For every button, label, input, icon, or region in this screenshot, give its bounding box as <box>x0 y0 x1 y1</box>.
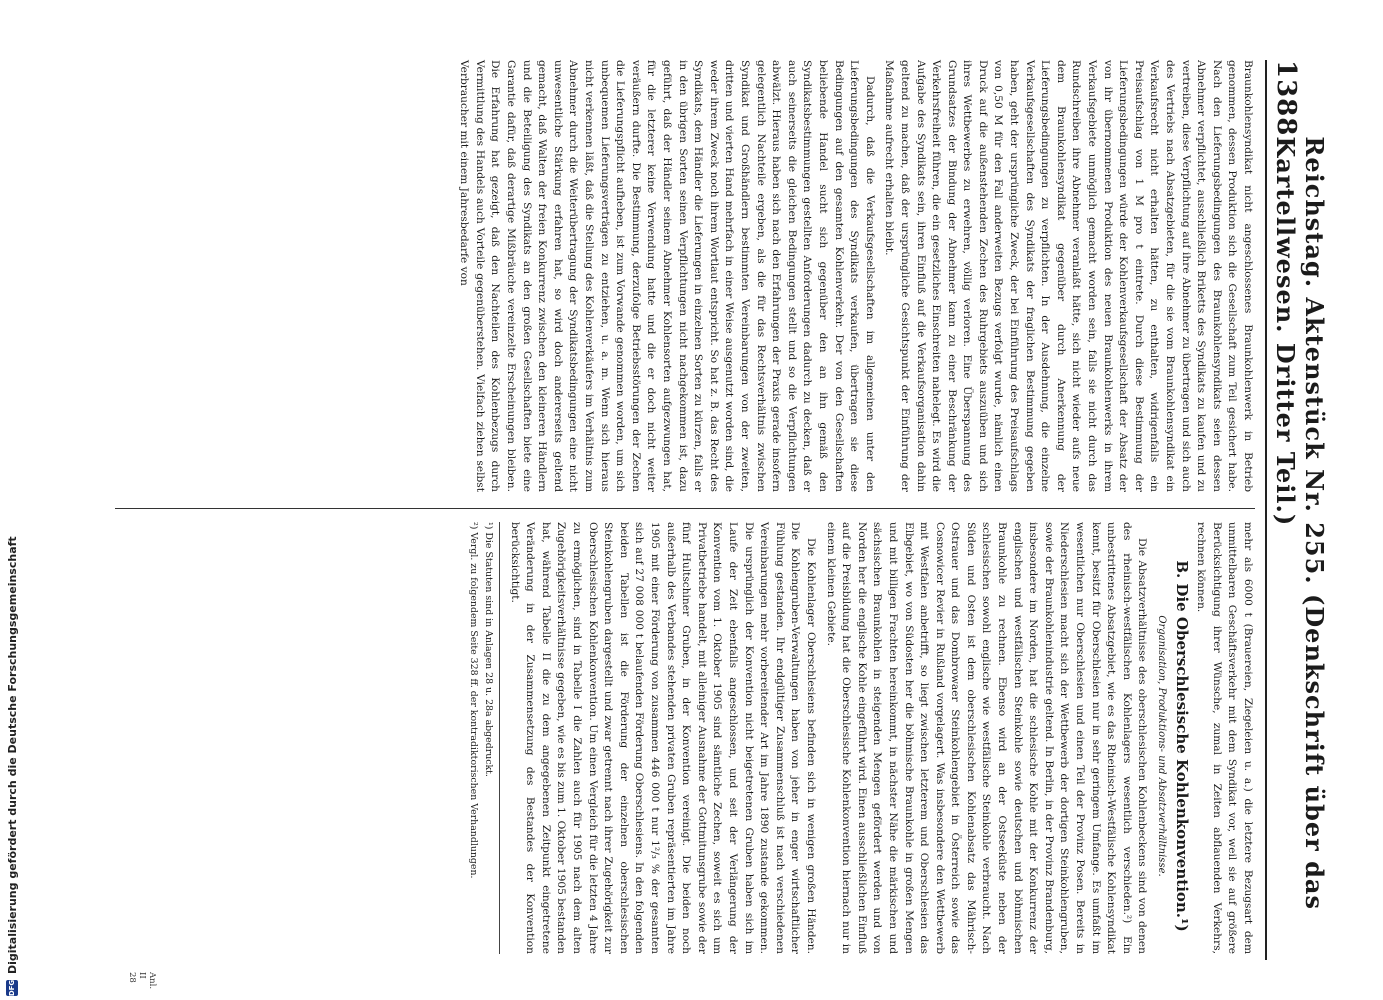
credit-text-row <box>0 0 24 1000</box>
footnote: ²) Vergl. zu folgendem Seite 328 ff. der kontradiktorischen Verhandlungen. <box>468 522 480 879</box>
paragraph: Die Absatzverhältnisse des oberschlesischen Kohlenbeckens sind von denen des rheinisch-westfälischen Kohlenlagers wesentlich verschieden.²) Ein unbestrittenes Absatzgebiet, wie es das Rheinisch-Westfälische Kohlensyndikat kennt, besitzt für Oberschlesien nur in sehr geringem Umfange. Es umfaßt im wesentlichen nur Oberschlesien und einen Teil der Provinz Posen. Bereits in Niederschlesien macht sich der Wettbewerb der dortigen Steinkohlengruben, sowie der Braunkohlenindustrie geltend. In Berlin, in der Provinz Brandenburg, insbesondere im Norden, hat die schlesische Kohle mit der Konkurrenz der englischen und westfälischen Steinkohle sowie deutschen und böhmischen Braunkohle zu rechnen. Ebenso wird an der Ostseeküste neben der schlesischen sowohl englische wie westfälische Steinkohle verbraucht. Nach Süden und Osten ist dem oberschlesischen Kohlenabsatz das Mährisch-Ostrauer und das Dombrowaer Steinkohlengebiet in Österreich sowie das Cosnowicer Revier in Rußland vorgelagert. Was insbesondere den Wettbewerb mit Westfalen anbetrifft, so liegt zwischen letzterem und Oberschlesien das Elbgebiet, wo von Südosten her die böhmische Braunkohle in großen Mengen und mit billigen Frachten hereinkommt, in nächster Nähe die märkischen und sächsischen Braunkohlen in steigenden Mengen gefördert werden und von Norden her die englische Kohle eingeführt wird. Einen ausschließlichen Einfluß auf die Preisbildung hat die Oberschlesische Kohlenkonvention hiernach nur in einem kleinen Gebiete. <box>824 522 1149 954</box>
footnotes <box>467 522 500 954</box>
section-heading: B. Die Oberschlesische Kohlenkonvention.¹) <box>1172 560 1191 932</box>
page-header <box>1265 60 1329 960</box>
paragraph: mehr als 6000 t (Brauereien, Ziegeleien u. a.) die letztere Bezugsart dem unmittelbaren Geschäftsverkehr mit dem Syndikat vor, weil sie auf größere Berücksichtigung ihrer Wünsche, zumal in Zeiten abflauenden Verkehrs, rechnen können. <box>1195 522 1254 954</box>
page-number: 1388 <box>1271 60 1301 137</box>
right-column <box>465 522 1255 954</box>
footnote: ¹) Die Statuten sind in Anlagen 28 u. 28a abgedruckt. <box>483 522 495 777</box>
document-scan <box>99 60 1329 990</box>
paragraph: Braunkohlensyndikat nicht angeschlossenes Braunkohlenwerk in Betrieb genommen, dessen Produktion sich die Gesellschaft zum Teil gesichert habe. Nach den Lieferungsbedingungen des Braunkohlensyndikats seien dessen Abnehmer verpflichtet, ausschließlich Briketts des Syndikats zu kaufen und zu vertreiben, diese Verpflichtung auf ihre Abnehmer zu übertragen und sich auch des Vertriebs nach Absatzgebieten, für die sie vom Braunkohlensyndikat ein Verkaufsrecht nicht erhalten hätten, zu enthalten, widrigenfalls ein Preisaufschlag von 1 M pro t eintrete. Durch diese Bestimmung der Lieferungsbedingungen würde der Kohlenverkaufsgesellschaft der Absatz der von ihr übernommenen Produktion des neuen Braunkohlenwerks in ihrem Verkaufsgebiete unmöglich gemacht worden sein, falls sie nicht durch das Rundschreiben ihre Abnehmer veranlaßt hätte, sich nicht wieder aufs neue dem Braunkohlensyndikat gegenüber durch Anerkennung der Lieferungsbedingungen zu verpflichten. In der Ausdehnung, die einzelne Verkaufsgesellschaften des Syndikats der fraglichen Bestimmung gegeben haben, geht der ursprüngliche Zweck, der bei Einführung des Preisaufschlags von 0,50 M für den Fall anderweiten Bezugs verfolgt wurde, nämlich einen Druck auf die außenstehenden Zechen des Ruhrgebiets auszuüben und sich ihres Wettbewerbes zu erwehren, völlig verloren. Eine Überspannung des Grundsatzes der Bindung der Abnehmer kann zu einer Beschränkung der Verkehrsfreiheit führen, die ein gesetzliches Einschreiten nahelegt. Es wird die Aufgabe des Syndikats sein, ihren Einfluß auf die Verkaufsorganisation dahin geltend zu machen, daß der ursprüngliche Gesichtspunkt der Einführung der Maßnahme aufrecht erhalten bleibt. <box>883 60 1254 492</box>
paragraph: Die Kohlenlager Oberschlesiens befinden sich in wenigen großen Händen. Die Kohlengruben-Verwaltungen haben von jeher in enger wirtschaftlicher Fühlung gestanden. Ihr endgültiger Zusammenschluß ist nach verschiedenen Vereinbarungen mehr vorbereitender Art im Jahre 1890 zustande gekommen. Die ursprünglich der Konvention nicht beigetretenen Gruben haben sich im Laufe der Zeit ebenfalls angeschlossen, und seit der Verlängerung der Konvention vom 1. Oktober 1905 sind sämtliche Zechen, soweit es sich um Privatbetriebe handelt, mit alleiniger Ausnahme der Gottmitunsgrube sowie der fünf Hultschiner Gruben, in der Konvention vereinigt. Die beiden noch außerhalb des Verbandes stehenden privaten Gruben repräsentierten im Jahre 1905 mit einer Förderung von zusammen 446 000 t nur 1²/₃ % der gesamten sich auf 27 008 000 t belaufenden Förderung Oberschlesiens. In den folgenden beiden Tabellen ist die Förderung der einzelnen oberschlesischen Steinkohlengruben dargestellt und zwar getrennt nach ihrer Zugehörigkeit zur Oberschlesischen Kohlenkonvention. Um einen Vergleich für die letzten 4 Jahre zu ermöglichen, sind in Tabelle I die Zahlen auch für 1905 nach dem alten Zugehörigkeitsverhältnisse gegeben, wie es bis zum 1. Oktober 1905 bestanden hat, während Tabelle II die zu dem angegebenen Zeitpunkt eingetretene Veränderung in der Zusammensetzung des Bestandes der Konvention berücksichtigt. <box>508 522 817 954</box>
section-subheading: Organisation, Produktions- und Absatzverhältnisse. <box>1156 615 1168 877</box>
paragraph: Dadurch, daß die Verkaufsgesellschaften im allgemeinen unter den Lieferungsbedingungen des Syndikats verkaufen, übertragen sie diese Bedingungen auf den gesamten Kohlenverkehr. Der von den Gesellschaften beliebende Handel sucht sich gegenüber den an ihn gemäß den Syndikatsbestimmungen gestellten Anforderungen dadurch zu decken, daß er auch seinerseits die gleichen Bedingungen stellt und so die Verpflichtungen abwälzt. Hieraus haben sich nach den Erfahrungen der Praxis gerade insofern gelegentlich Nachteile ergeben, als die für das Rechtsverhältnis zwischen Syndikat und Großhändlern bestimmten Vereinbarungen von der zweiten, dritten und vierten Hand mehrfach in einer Weise ausgenutzt worden sind, die weder ihrem Zweck noch ihrem Wortlaut entspricht. So hat z. B. das Recht des Syndikats, dem Händler die Lieferungen in einzelnen Sorten zu kürzen, falls er in den übrigen Sorten seinen Verpflichtungen nicht nachgekommen ist, dazu geführt, daß der Händler seinem Abnehmer Kohlensorten aufgezwungen hat, für die letzterer keine Verwendung hatte und die er doch nicht weiter veräußern durfte. Die Bestimmung, derzufolge Betriebsstörungen der Zechen die Lieferungspflicht aufheben, ist zum Vorwande genommen worden, um sich unbequemen Lieferungsverträgen zu entziehen, u. a. m. Wenn sich hieraus nicht verkennen läßt, daß die Stellung des Kohlenverkäufers im Verhältnis zum Abnehmer durch die Weiterübertragung der Syndikatsbedingungen eine nicht unwesentliche Stärkung erfahren hat, so wird doch andererseits geltend gemacht, daß Walten der freien Konkurrenz zwischen den kleineren Händlern und die Beteiligung des Syndikats an den großen Gesellschaften biete eine Garantie dafür, daß derartige Mißbräuche vereinzelte Erscheinungen bleiben. Die Erfahrung hat gezeigt, daß den Nachteilen des Kohlenbezugs durch Vermittlung des Handels auch Vorteile gegenüberstehen. Vielfach ziehen selbst Verbraucher mit einem Jahresbedarfe von <box>458 60 876 492</box>
dfg-logo-icon: DFG <box>8 979 16 997</box>
margin-note: Anl. II 28 <box>127 972 157 990</box>
left-column <box>452 60 1255 492</box>
credit-strip <box>0 0 24 1000</box>
page-title: Reichstag. Aktenstück Nr. 255. (Denkschrift über das Kartellwesen. Dritter Teil.) <box>1271 136 1329 910</box>
credit-text: Digitalisierung gefördert durch die Deutsche Forschungsgemeinschaft <box>5 536 19 974</box>
column-divider <box>115 508 1255 509</box>
